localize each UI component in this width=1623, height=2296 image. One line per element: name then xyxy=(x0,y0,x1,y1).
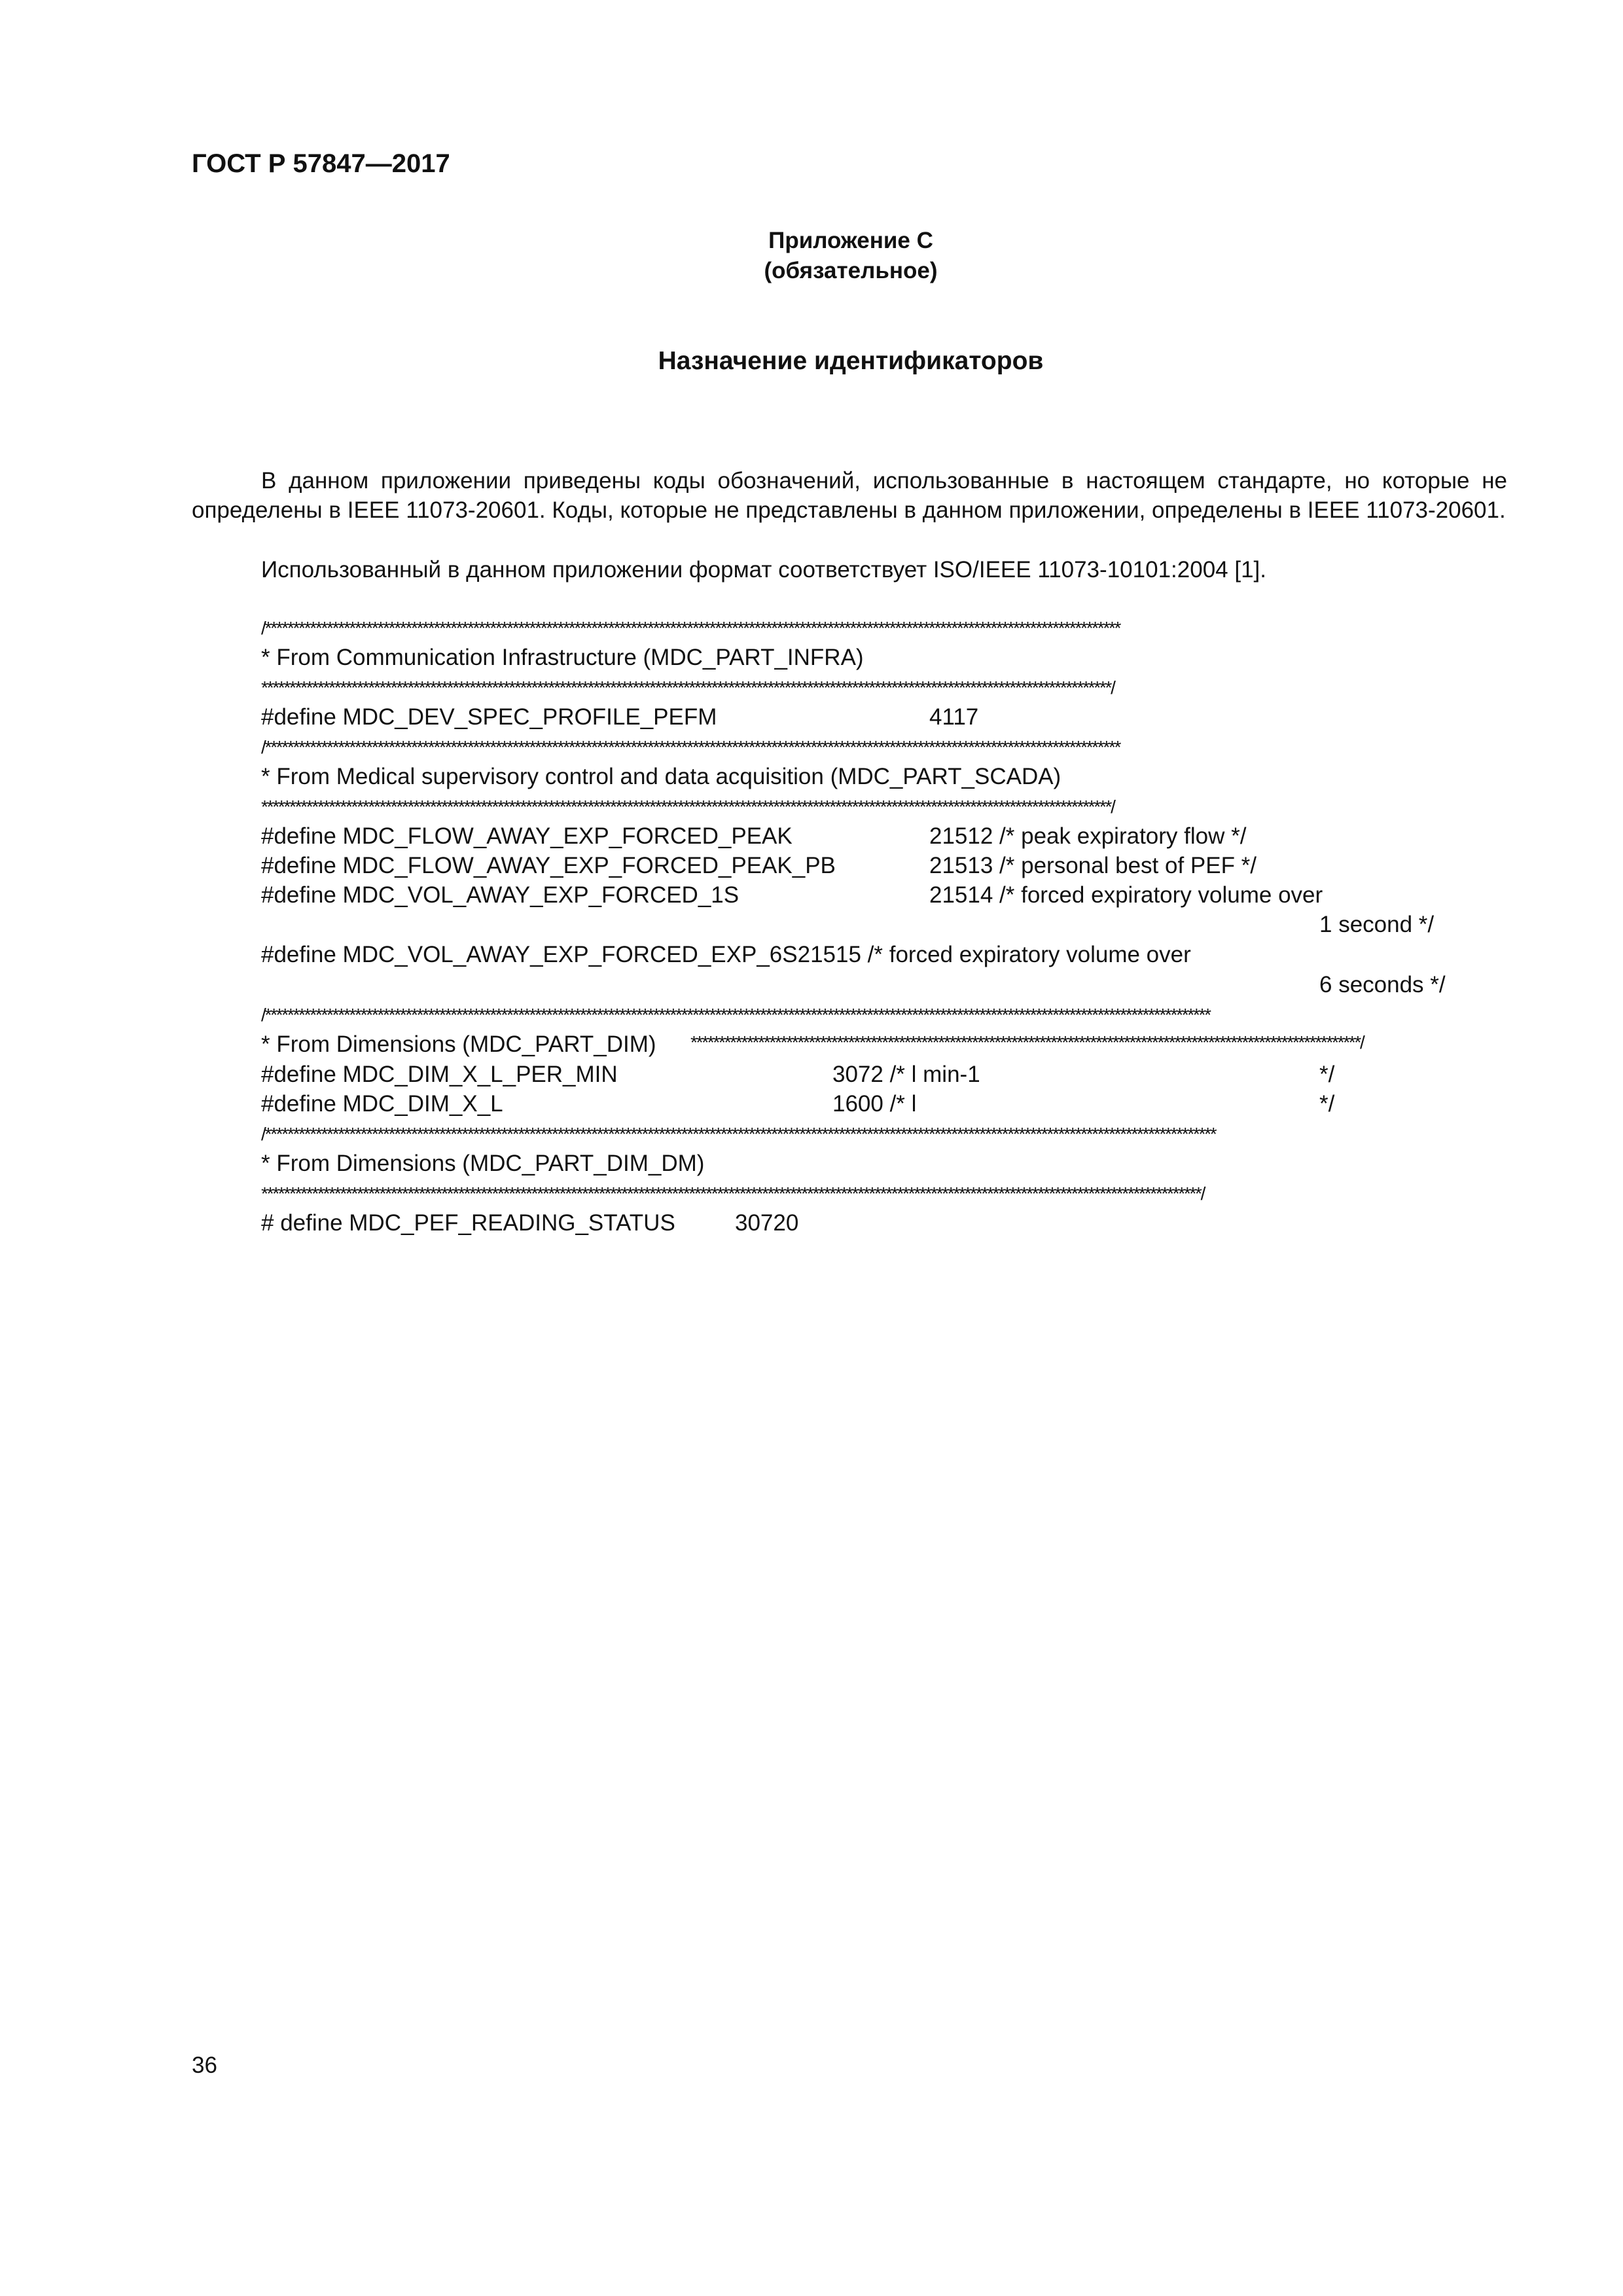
comment-line: * From Medical supervisory control and data acquisition (MDC_PART_SCADA) xyxy=(261,764,1061,789)
define-value: 1600 /* l xyxy=(832,1091,917,1117)
format-paragraph: Использованный в данном приложении формат соответствует ISO/IEEE 11073-10101:2004 [1]. xyxy=(261,557,1266,583)
define-name: #define MDC_DIM_X_L xyxy=(261,1091,503,1117)
section-heading: Назначение идентификаторов xyxy=(658,347,1044,375)
comment-line: * From Dimensions (MDC_PART_DIM_DM) xyxy=(261,1151,705,1176)
appendix-title: Приложение С xyxy=(768,228,933,253)
define-continuation: 6 seconds */ xyxy=(1319,972,1446,997)
define-name: #define MDC_VOL_AWAY_EXP_FORCED_1S xyxy=(261,882,740,908)
comment-separator: /******************************************************************************************************************************************************** xyxy=(261,738,1120,757)
comment-separator: /******************************************************************************************************************************************************** xyxy=(261,619,1120,638)
define-value: 21514 /* forced expiratory volume over xyxy=(929,882,1323,908)
define-continuation: 1 second */ xyxy=(1319,912,1435,937)
define-value: 4117 xyxy=(929,704,979,730)
define-name: # define MDC_PEF_READING_STATUS xyxy=(261,1210,675,1236)
define-value: 21513 /* personal best of PEF */ xyxy=(929,853,1257,878)
comment-end: */ xyxy=(1319,1091,1335,1117)
define-name: #define MDC_FLOW_AWAY_EXP_FORCED_PEAK xyxy=(261,823,793,849)
define-value: 30720 xyxy=(735,1210,799,1236)
comment-separator: *******************************************************************************************************************************************************/ xyxy=(261,678,1115,698)
comment-separator: /************************************************************************************************************************************************************************* xyxy=(261,1124,1216,1144)
intro-paragraph: В данном приложении приведены коды обозначений, использованные в настоящем стандарте, но которые не определены в IEEE 11073-20601. Коды, которые не представлены в данном приложении, определены в IEEE 11073-20601. xyxy=(192,468,1507,523)
appendix-subtitle: (обязательное) xyxy=(764,258,938,283)
comment-line: * From Communication Infrastructure (MDC_PART_INFRA) xyxy=(261,645,864,670)
page-number: 36 xyxy=(192,2053,217,2078)
define-value: 3072 /* l min-1 xyxy=(832,1062,980,1087)
comment-separator: *******************************************************************************************************************************************************/ xyxy=(261,797,1115,817)
define-name: #define MDC_DIM_X_L_PER_MIN xyxy=(261,1062,618,1087)
comment-line: * From Dimensions (MDC_PART_DIM) xyxy=(261,1031,656,1057)
define-line: #define MDC_VOL_AWAY_EXP_FORCED_EXP_6S21515 /* forced expiratory volume over xyxy=(261,942,1191,967)
define-value: 21512 /* peak expiratory flow */ xyxy=(929,823,1247,849)
comment-separator: ***********************************************************************************************************************************************************************/ xyxy=(261,1184,1205,1204)
comment-end: */ xyxy=(1319,1062,1335,1087)
define-name: #define MDC_DEV_SPEC_PROFILE_PEFM xyxy=(261,704,717,730)
comment-separator: ***********************************************************************************************************************/ xyxy=(690,1033,1364,1052)
define-name: #define MDC_FLOW_AWAY_EXP_FORCED_PEAK_PB xyxy=(261,853,836,878)
comment-separator: /************************************************************************************************************************************************************************ xyxy=(261,1005,1210,1025)
document-header: ГОСТ Р 57847—2017 xyxy=(192,149,450,178)
